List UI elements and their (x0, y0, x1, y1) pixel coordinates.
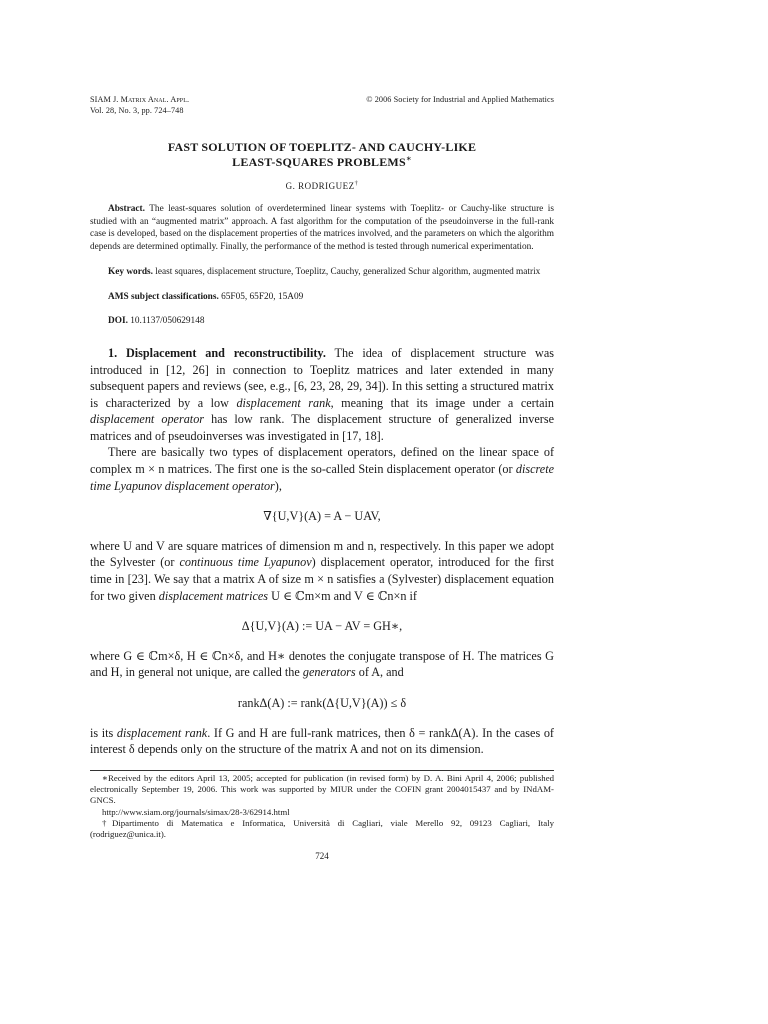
paragraph-4: where G ∈ ℂm×δ, H ∈ ℂn×δ, and H∗ denotes the conjugate transpose of H. The matrices G and H, in general not unique, are called the generators of A, and (90, 648, 554, 680)
footnote-received: ∗Received by the editors April 13, 2005; accepted for publication (in revised form) by D. A. Bini April 4, 2006; published electronically September 19, 2006. This work was supported by MIUR under the COFIN grant 2004015437 and by INdAM-GNCS. http://www.siam.org/journals/simax/28-3/62914.html (90, 772, 554, 817)
paragraph-3: where U and V are square matrices of dimension m and n, respectively. In this paper we adopt the Sylvester (or continuous time Lyapunov) displacement operator, introduced for the first time in [23]. We say that a matrix A of size m × n satisfies a (Sylvester) displacement equation for two given displacement matrices U ∈ ℂm×m and V ∈ ℂn×n if (90, 538, 554, 603)
ams-label: AMS subject classifications. (108, 291, 219, 302)
keywords (90, 266, 554, 279)
journal-info (90, 94, 189, 116)
footnotes (90, 770, 554, 841)
ams-classifications (90, 291, 554, 304)
author-footnote-mark: † (354, 180, 359, 187)
footnote-url[interactable]: http://www.siam.org/journals/simax/28-3/62914.html (102, 806, 290, 817)
journal-volume: Vol. 28, No. 3, pp. 724–748 (90, 106, 184, 115)
equation-sylvester: Δ{U,V}(A) := UA − AV = GH∗, (241, 619, 403, 634)
section-heading: 1. Displacement and reconstructibility. (108, 345, 326, 360)
doi (90, 315, 554, 328)
title-footnote-mark: ∗ (405, 154, 412, 163)
running-header (90, 94, 554, 120)
footnote-affiliation: †Dipartimento di Matematica e Informatica, Università di Cagliari, viale Merello 92, 09123 Cagliari, Italy (rodriguez@unica.it). (90, 817, 554, 840)
equation-stein: ∇{U,V}(A) = A − UAV, (263, 509, 381, 524)
page-number: 724 (315, 850, 329, 861)
paragraph-2: There are basically two types of displacement operators, defined on the linear space of complex m × n matrices. The first one is the so-called Stein displacement operator (or discrete time Lyapunov displacement operator), (90, 445, 554, 493)
doi-label: DOI. (108, 316, 128, 327)
paragraph-1: 1. Displacement and reconstructibility. The idea of displacement structure was introduced in [12, 26] in connection to Toeplitz matrices and later extended in many subsequent papers and reviews (see, e.g., [6, 23, 28, 29, 34]). In this setting a structured matrix is characterized by a low displacement rank, meaning that its image under a certain displacement operator has low rank. The displacement structure of generalized inverse matrices and of pseudoinverses was investigated in [17, 18]. (90, 345, 555, 443)
section-1 (90, 345, 554, 758)
paper-page (90, 94, 554, 861)
keywords-text: least squares, displacement structure, Toeplitz, Cauchy, generalized Schur algorithm, augmented matrix (155, 266, 541, 277)
keywords-label: Key words. (108, 266, 153, 277)
author-name: G. RODRIGUEZ† (285, 180, 359, 191)
paper-title (90, 140, 554, 170)
abstract (90, 203, 554, 254)
copyright-notice: © 2006 Society for Industrial and Applied Mathematics (366, 95, 554, 104)
title-line-1: FAST SOLUTION OF TOEPLITZ- AND CAUCHY-LIKE (167, 140, 477, 154)
abstract-text: The least-squares solution of overdetermined linear systems with Toeplitz- or Cauchy-like structure is studied with an “augmented matrix” approach. A fast algorithm for the computation of the pseudoinverse in the full-rank case is developed, based on the displacement properties of the matrices involved, and the parameters on which the algorithm depends are determined optimally. Finally, the performance of the method is tested through numerical experimentation. (90, 204, 554, 253)
doi-text: 10.1137/050629148 (130, 316, 205, 327)
title-line-2: LEAST-SQUARES PROBLEMS∗ (232, 154, 412, 169)
paragraph-5: is its displacement rank. If G and H are full-rank matrices, then δ = rankΔ(A). In the cases of interest δ depends only on the structure of the matrix A and not on its dimension. (90, 725, 554, 757)
equation-rank: rankΔ(A) := rank(Δ{U,V}(A)) ≤ δ (237, 696, 407, 711)
journal-name: SIAM J. Matrix Anal. Appl. (90, 95, 190, 104)
ams-text: 65F05, 65F20, 15A09 (221, 291, 304, 302)
abstract-label: Abstract. (108, 204, 145, 214)
